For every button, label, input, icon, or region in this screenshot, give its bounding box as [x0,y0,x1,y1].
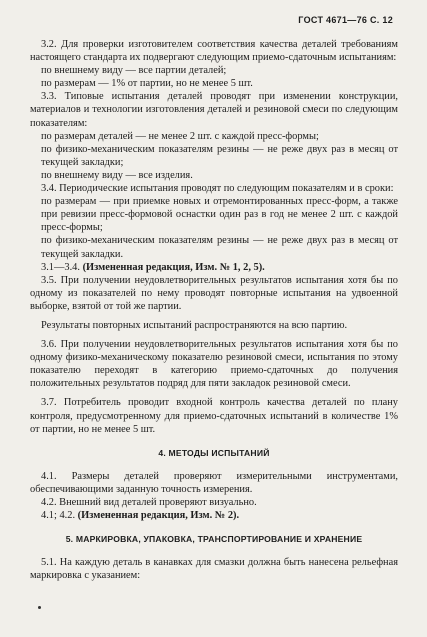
list-item: по внешнему виду — все изделия. [41,169,193,181]
bullet-mark [38,606,41,609]
revision-range: 3.1—3.4. [41,261,80,273]
list-item: по внешнему виду — все партии деталей; [41,65,227,77]
section-heading-4: 4. МЕТОДЫ ИСПЫТАНИЙ [158,447,270,458]
revision-range: 4.1; 4.2. [41,510,76,522]
paragraph-3-4: 3.4. Периодические испытания проводят по следующим показателям и в сроки: [41,183,394,195]
paragraph-3-5-results: Результаты повторных испытаний распространяются на всю партию. [41,319,348,331]
paragraph-3-6: 3.6. При получении неудовлетворительных результатов испытания хотя бы по одному физико-механическому показателю резиновой смеси, испытания по этому показателю переходят в категорию приемо-сдаточных до получения положительных результатов подряд для пяти закладок резиновой смеси. [30,339,398,390]
list-item: по физико-механическим показателям резины — не реже двух раз в месяц от текущей закладки. [41,235,398,260]
paragraph-4-1: 4.1. Размеры деталей проверяют измерительными инструментами, обеспечивающими заданную точность измерения. [30,470,398,495]
paragraph-3-5: 3.5. При получении неудовлетворительных результатов испытания хотя бы по одному из показателей по нему проводят повторные испытания на удвоенной выборке, взятой от той же партии. [30,274,398,312]
list-item: по размерам — при приемке новых и отремонтированных пресс-форм, а также при ревизии пресс-формовой оснастки один раз в год не менее 2 шт. с каждой пресс-формы; [41,196,398,234]
revision-text: (Измененная редакция, Изм. № 1, 2, 5). [82,261,265,273]
paragraph-5-1: 5.1. На каждую деталь в канавках для смазки должна быть нанесена рельефная маркировка с указанием: [30,557,398,582]
paragraph-3-7: 3.7. Потребитель проводит входной контроль качества деталей по плану контроля, предусмотренному для приемо-сдаточных испытаний в количестве 1% от партии, но не менее 5 шт. [30,397,398,435]
list-item: по размерам деталей — не менее 2 шт. с каждой пресс-формы; [41,130,319,142]
paragraph-4-2: 4.2. Внешний вид деталей проверяют визуально. [41,497,257,508]
revision-text: (Измененная редакция, Изм. № 2). [77,510,240,522]
page-header: ГОСТ 4671—76 С. 12 [298,15,393,25]
document-body [30,38,398,582]
revision-note [30,261,398,274]
list-item: по размерам — 1% от партии, но не менее 5 шт. [41,78,253,90]
revision-note [30,509,398,522]
list-item: по физико-механическим показателям резины — не реже двух раз в месяц от текущей закладки; [41,143,398,168]
paragraph-3-3: 3.3. Типовые испытания деталей проводят при изменении конструкции, материалов и технологии изготовления деталей и резиновой смеси по следующим показателям: [30,91,398,129]
paragraph-3-2: 3.2. Для проверки изготовителем соответствия качества деталей требованиям настоящего стандарта их подвергают следующим приемо-сдаточным испытаниям: [30,39,398,64]
section-heading-5: 5. МАРКИРОВКА, УПАКОВКА, ТРАНСПОРТИРОВАНИЕ И ХРАНЕНИЕ [65,534,363,545]
